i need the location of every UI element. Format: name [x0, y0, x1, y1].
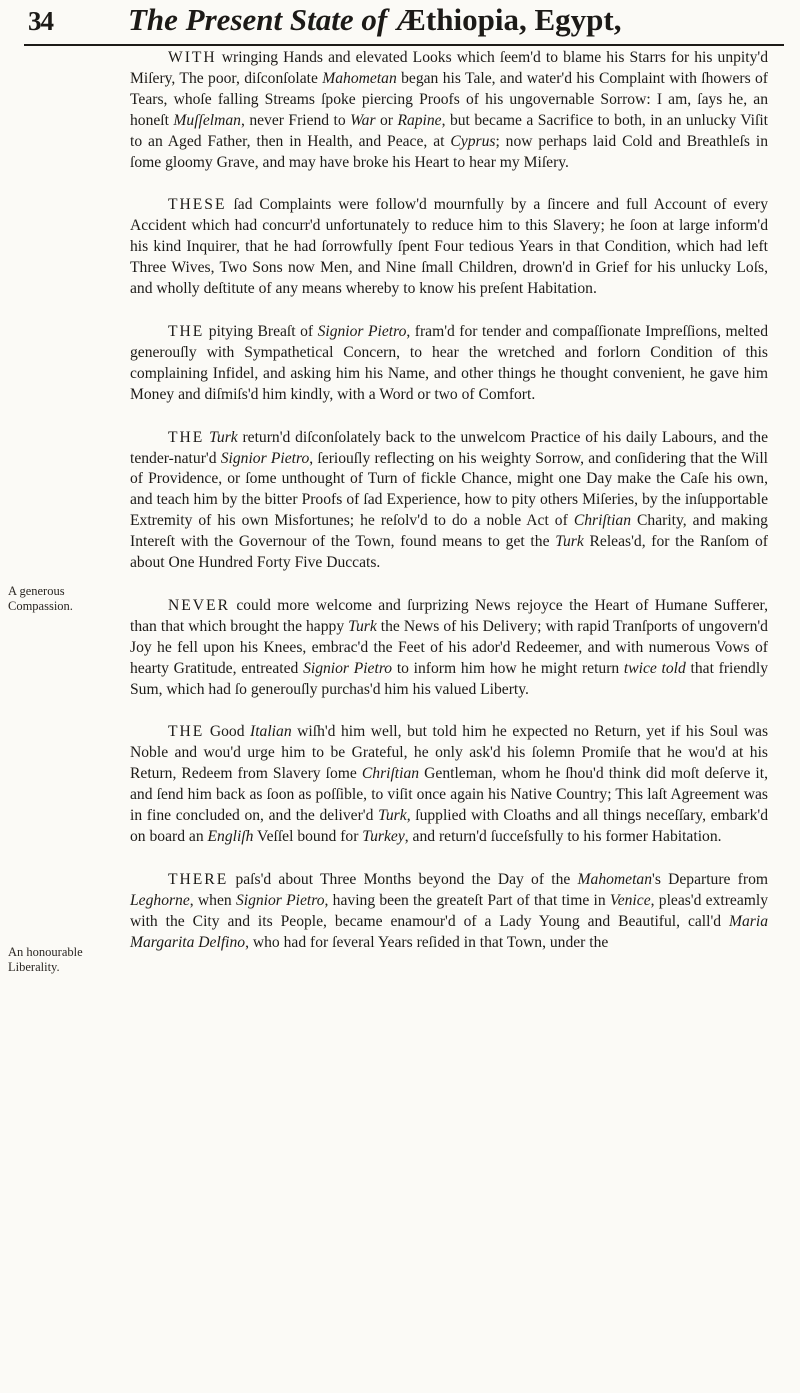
text-run: , ſeriouſly reflecting on his weighty Sorrow, and conſidering that the Will of Providence, or ſome unthought of Turn of fickle Chance, might one Day make the Caſe his own, and teach him by the bitter Proofs of ſad Experience, how to pity others Miſeries, by the inſupportable Extremity of his own Misfortunes; he reſolv'd to do a noble Act of: [130, 449, 768, 530]
text-run: Gentleman, whom he ſhou'd think did moſt deſerve it, and ſend him back as ſoon as poſſible, to viſit once again his Native Country; This laſt Agreement was in fine concluded on, and the deliver'd: [130, 765, 768, 825]
italic-text-run: Turk: [378, 807, 407, 825]
italic-text-run: Signior Pietro: [303, 659, 393, 677]
paragraph-there-passed: [130, 870, 768, 954]
running-title-italic: The Present State of: [128, 2, 395, 37]
italic-text-run: Turk: [209, 428, 238, 446]
paragraph-these-complaints: [130, 195, 768, 300]
paragraph-lead-word: THE: [168, 428, 205, 446]
text-run: Releas'd, for the Ranſom of about One Hundred Forty Five Duccats.: [130, 533, 769, 572]
text-run: wiſh'd him well, but told him he expected no Return, yet if his Soul was Noble and wou'd urge him to be Grateful, he only ask'd his ſolemn Promiſe that he wou'd at his Return, Redeem from Slavery ſome: [130, 723, 769, 783]
text-run: , who had for ſeveral Years reſided in that Town, under the: [245, 933, 609, 951]
text-run: ; now perhaps laid Cold and Breathleſs in ſome gloomy Grave, and may have broke his Heart to hear my Miſery.: [130, 132, 769, 171]
italic-text-run: Turk: [555, 533, 584, 551]
paragraph-lead-word: THE: [168, 723, 205, 741]
text-run: , fram'd for tender and compaſſionate Impreſſions, melted generouſly with Sympathetical Concern, to hear the wretched and forlorn Condition of this complaining Infidel, and asking him his Name, and other things he thought convenient, he gave him Money and diſmiſs'd him kindly, with a Word or two of Comfort.: [130, 322, 768, 403]
italic-text-run: Engliſh: [207, 828, 254, 845]
paragraph-lead-word: THESE: [168, 196, 227, 214]
italic-text-run: Rapine: [397, 111, 442, 129]
paragraph-good-italian: [130, 722, 768, 847]
text-run: , when: [189, 891, 236, 909]
text-run: Good: [204, 723, 251, 741]
text-run: 's Departure from: [652, 870, 768, 888]
body-text: [130, 48, 768, 976]
italic-text-run: Cyprus: [450, 132, 496, 150]
paragraph-never-welcome: [130, 596, 768, 701]
text-run: or: [375, 111, 398, 129]
text-run: , but became a Sacrifice to both, in an unlucky Viſit to an Aged Father, then in Health, and Peace, at: [130, 111, 768, 150]
paragraph-lead-word: THERE: [168, 870, 229, 888]
text-run: pitying Breaſt of: [204, 322, 318, 340]
italic-text-run: Signior Pietro: [235, 891, 325, 909]
italic-text-run: Muſſelman: [173, 111, 241, 129]
page-number: 34: [28, 6, 53, 36]
text-run: return'd diſconſolately back to the unwelcom Practice of his daily Labours, and the tender-natur'd: [130, 428, 768, 467]
paragraph-lead-word: THE: [168, 322, 205, 340]
text-run: that friendly Sum, which had ſo generouſly purchas'd him his valued Liberty.: [130, 659, 768, 698]
page-header: [24, 0, 784, 46]
paragraph-with-wringing: [130, 48, 768, 173]
italic-text-run: Turk: [348, 617, 377, 635]
italic-text-run: Maria Margarita Delfino: [130, 912, 768, 951]
italic-text-run: Signior Pietro: [220, 449, 310, 467]
margin-note-honourable-liberality: An honourable Liberality.: [8, 945, 83, 974]
text-run: could more welcome and ſurprizing News rejoyce the Heart of Humane Sufferer, than that which brought the happy: [130, 596, 768, 635]
text-run: , never Friend to: [240, 111, 351, 129]
italic-text-run: Turkey: [362, 828, 405, 845]
text-run: , and return'd ſucceſsfully to his former Habitation.: [404, 828, 722, 845]
margin-note-generous-compassion: A generous Compassion.: [8, 584, 73, 613]
text-run: wringing Hands and elevated Looks which ſeem'd to blame his Starrs for his unpity'd Miſery, The poor, diſconſolate: [130, 49, 768, 87]
italic-text-run: Chriſtian: [573, 512, 632, 530]
italic-text-run: twice told: [623, 659, 686, 677]
text-run: the News of his Delivery; with rapid Tranſports of ungovern'd Joy he fell upon his Knees, embrac'd the Feet of his ador'd Redeemer, and with numerous Vows of hearty Gratitude, entreated: [130, 617, 768, 677]
text-run: , ſupplied with Cloaths and all things neceſſary, embark'd on board an: [130, 807, 768, 845]
paragraph-lead-word: NEVER: [168, 596, 230, 614]
italic-text-run: Signior Pietro: [317, 322, 407, 340]
paragraph-turk-returned: [130, 428, 768, 574]
italic-text-run: War: [350, 111, 376, 129]
italic-text-run: Leghorne: [130, 891, 190, 909]
italic-text-run: Italian: [250, 723, 292, 741]
italic-text-run: Mahometan: [577, 870, 653, 888]
paragraph-lead-word: WITH: [168, 49, 217, 66]
text-run: paſs'd about Three Months beyond the Day of the: [228, 870, 578, 888]
italic-text-run: Mahometan: [322, 69, 397, 87]
italic-text-run: Chriſtian: [361, 765, 420, 783]
running-title-roman: Æthiopia, Egypt,: [394, 2, 622, 37]
text-run: began his Tale, and water'd his Complaint with ſhowers of Tears, whoſe falling Streams ſpoke piercing Proofs of his ungovernable Sorrow: I am, ſays he, an honeſt: [130, 69, 768, 129]
text-run: Veſſel bound for: [253, 828, 363, 845]
text-run: ſad Complaints were follow'd mournfully by a ſincere and full Account of every Accident which had concurr'd unfortunately to reduce him to this Slavery; he ſoon at large inform'd his kind Inquirer, that he had ſorrowfully ſpent Four tedious Years in that Condition, which had left Three Wives, Two Sons now Men, and Nine ſmall Children, drown'd in Grief for his unlucky Loſs, and wholly deſtitute of any means whereby to know his preſent Habitation.: [130, 196, 768, 298]
text-run: Charity, and making Intereſt with the Governour of the Town, found means to get the: [130, 512, 768, 551]
running-title: [128, 2, 621, 38]
italic-text-run: Venice: [609, 891, 651, 909]
text-run: to inform him how he might return: [392, 659, 624, 677]
paragraph-pitying-breast: [130, 322, 768, 406]
text-run: , pleas'd extreamly with the City and its People, became enamour'd of a Lady Young and Beautiful, call'd: [130, 891, 769, 930]
text-run: , having been the greateſt Part of that time in: [324, 891, 610, 909]
